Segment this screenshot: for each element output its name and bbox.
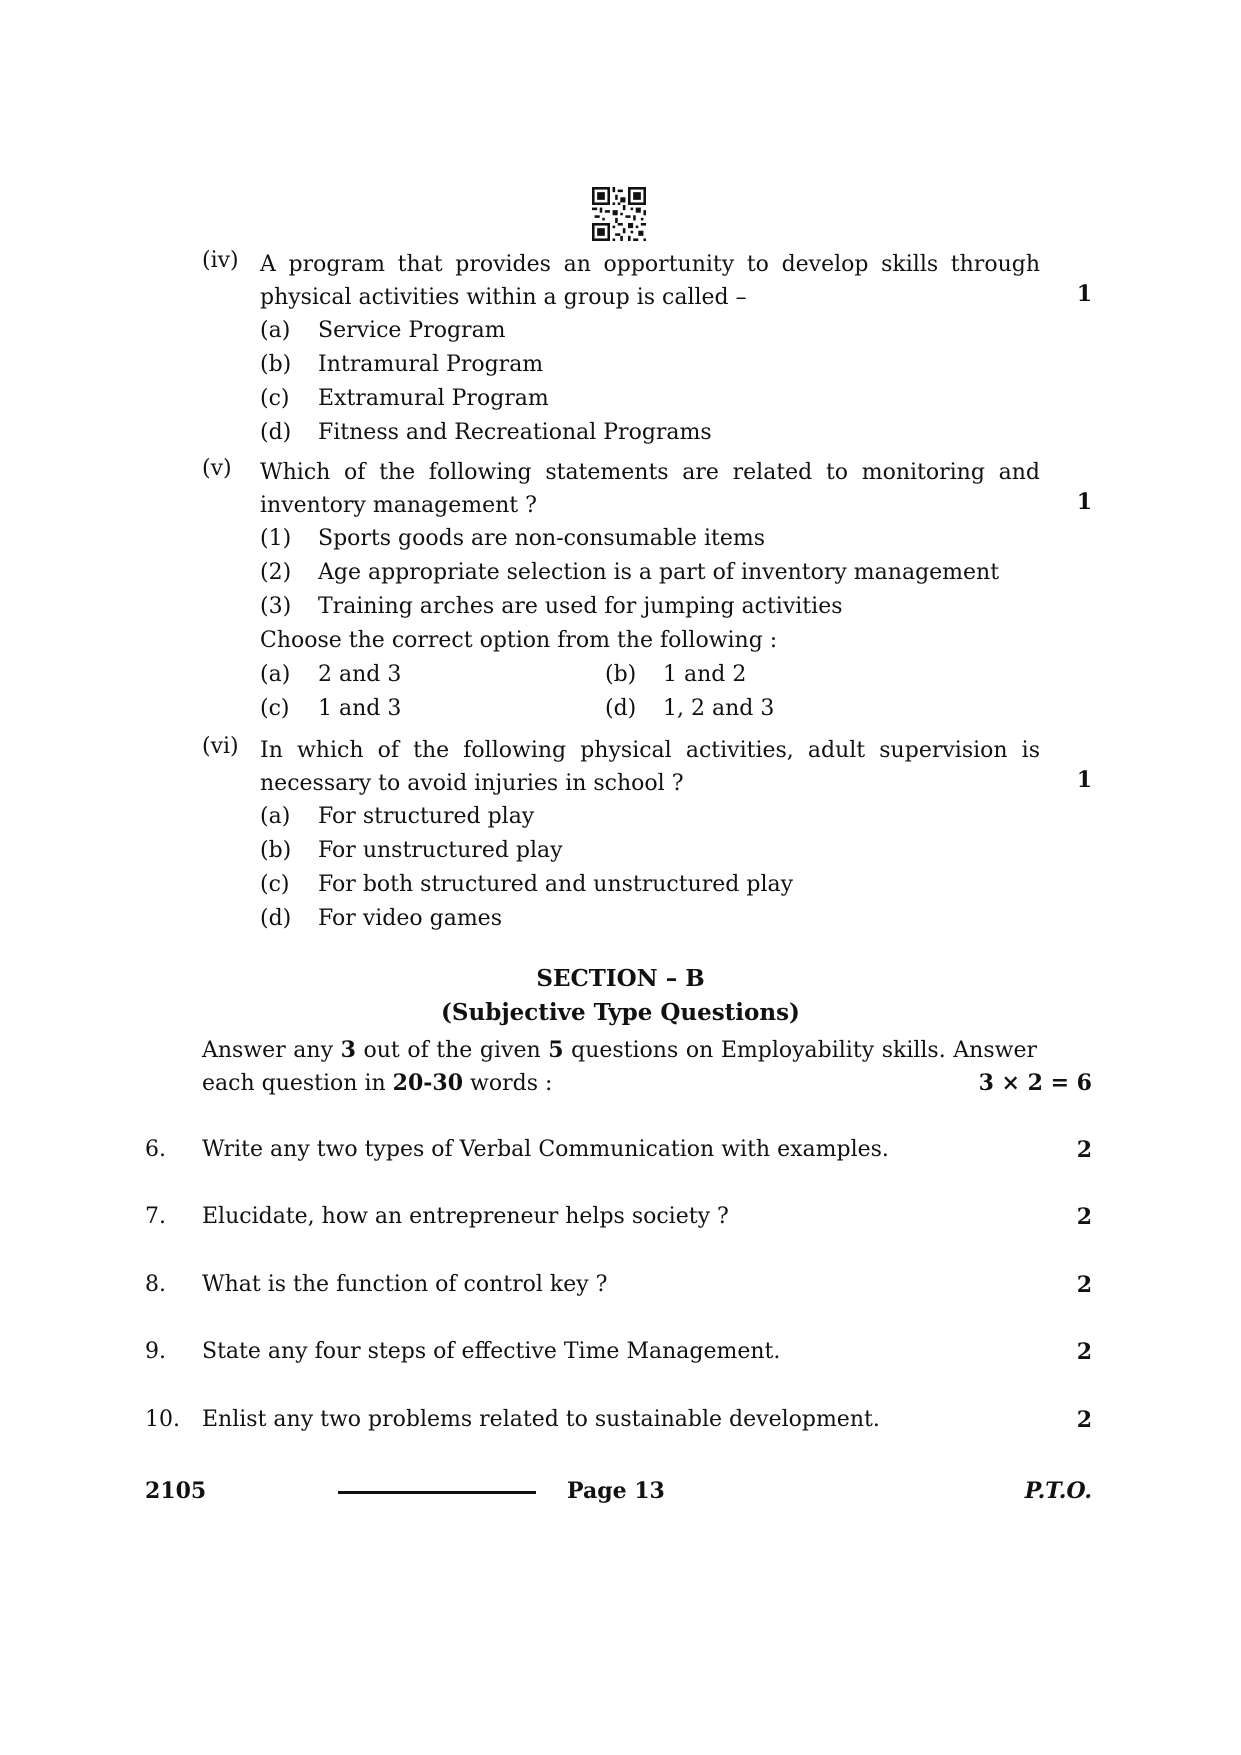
option-b: (b) Intramural Program bbox=[260, 352, 544, 377]
question-marks: 1 bbox=[1076, 281, 1092, 307]
option-a: (a) For structured play bbox=[260, 804, 535, 829]
question-number: (v) bbox=[202, 456, 232, 481]
options-grid bbox=[260, 658, 1092, 726]
option-d: (d) For video games bbox=[260, 906, 502, 931]
option-b: (b) 1 and 2 bbox=[605, 662, 747, 687]
option-d: (d) Fitness and Recreational Programs bbox=[260, 420, 712, 445]
question-10: 10. Enlist any two problems related to sustainable development. 2 bbox=[145, 1407, 1092, 1433]
question-text: In which of the following physical activities, adult supervision is necessary to avoid injuries in school ? bbox=[260, 738, 1040, 796]
option-c: (c) For both structured and unstructured play bbox=[260, 872, 794, 897]
question-number: (vi) bbox=[202, 734, 239, 759]
pto-label: P.T.O. bbox=[1024, 1478, 1092, 1504]
page-number: Page 13 bbox=[567, 1478, 665, 1504]
section-subtitle: (Subjective Type Questions) bbox=[441, 999, 800, 1026]
paper-code: 2105 bbox=[145, 1478, 207, 1504]
question-text: A program that provides an opportunity to develop skills through physical activities within a group is called – bbox=[260, 252, 1040, 310]
section-title: SECTION – B bbox=[536, 965, 705, 992]
statement-3: (3) Training arches are used for jumping activities bbox=[260, 594, 843, 619]
question-vi bbox=[202, 734, 1092, 936]
choose-instruction: Choose the correct option from the following : bbox=[260, 628, 778, 653]
question-v bbox=[202, 456, 1092, 726]
statement-2: (2) Age appropriate selection is a part of inventory management bbox=[260, 560, 1000, 585]
statement-1: (1) Sports goods are non-consumable items bbox=[260, 526, 765, 551]
question-iv bbox=[202, 248, 1092, 450]
footer-divider bbox=[338, 1491, 536, 1494]
option-c: (c) Extramural Program bbox=[260, 386, 549, 411]
qr-code bbox=[592, 187, 646, 241]
question-6: 6. Write any two types of Verbal Communication with examples. 2 bbox=[145, 1137, 1092, 1163]
option-b: (b) For unstructured play bbox=[260, 838, 563, 863]
page-footer bbox=[145, 1474, 1092, 1508]
option-a: (a) 2 and 3 bbox=[260, 662, 402, 687]
option-d: (d) 1, 2 and 3 bbox=[605, 696, 775, 721]
question-7: 7. Elucidate, how an entrepreneur helps society ? 2 bbox=[145, 1204, 1092, 1230]
option-c: (c) 1 and 3 bbox=[260, 696, 402, 721]
section-instructions: Answer any 3 out of the given 5 questions on Employability skills. Answer each question in 20-30 words : 3 × 2 = 6 bbox=[202, 1034, 1092, 1100]
question-8: 8. What is the function of control key ? 2 bbox=[145, 1272, 1092, 1298]
question-9: 9. State any four steps of effective Time Management. 2 bbox=[145, 1339, 1092, 1365]
question-text: Which of the following statements are related to monitoring and inventory management ? bbox=[260, 460, 1040, 518]
question-number: (iv) bbox=[202, 248, 239, 273]
question-marks: 1 bbox=[1076, 489, 1092, 515]
section-marks: 3 × 2 = 6 bbox=[978, 1070, 1092, 1096]
option-a: (a) Service Program bbox=[260, 318, 506, 343]
question-marks: 1 bbox=[1076, 767, 1092, 793]
